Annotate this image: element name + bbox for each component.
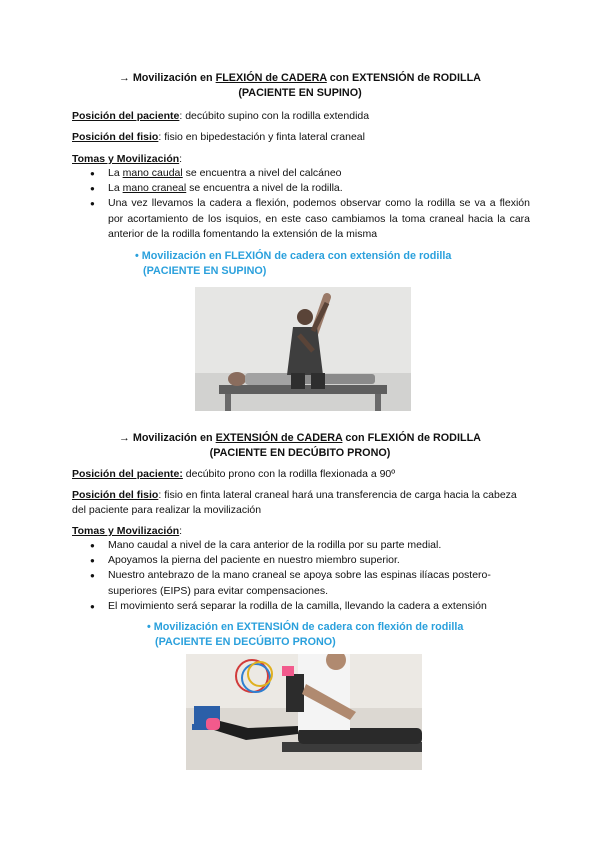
list-item: ● La mano craneal se encuentra a nivel de la rodilla. — [90, 181, 530, 196]
section2-tomas-heading: Tomas y Movilización: — [72, 525, 183, 537]
section2-image-caption: • Movilización en EXTENSIÓN de cadera con flexión de rodilla (PACIENTE EN DECÚBITO PRONO) — [147, 621, 464, 648]
section1-tomas-heading: Tomas y Movilización: — [72, 153, 183, 165]
section1-posicion-fisio: Posición del fisio: fisio en bipedestación y finta lateral craneal — [72, 131, 365, 143]
section1-title: → Movilización en FLEXIÓN de CADERA con EXTENSIÓN de RODILLA (PACIENTE EN SUPINO) — [119, 72, 481, 100]
section2-bullet-list — [90, 538, 520, 614]
list-item: ● Apoyamos la pierna del paciente en nuestro miembro superior. — [90, 553, 520, 568]
list-item: ● La mano caudal se encuentra a nivel del calcáneo — [90, 166, 530, 181]
prone-hip-extension-photo — [186, 654, 422, 770]
section1-bullet-list — [90, 166, 530, 242]
list-item: ● Nuestro antebrazo de la mano craneal se apoya sobre las espinas ilíacas postero-superiores (EIPS) para evitar compensaciones. — [90, 568, 520, 598]
section1-posicion-paciente: Posición del paciente: decúbito supino con la rodilla extendida — [72, 110, 370, 122]
list-item: ● Mano caudal a nivel de la cara anterior de la rodilla por su parte medial. — [90, 538, 520, 553]
list-item: ● Una vez llevamos la cadera a flexión, podemos observar como la rodilla se va a flexión por acortamiento de los isquios, en este caso cambiamos la toma craneal hacia la cara anterior de la rodilla fomentando la extensión de la misma — [90, 196, 530, 242]
section2-title: → Movilización en EXTENSIÓN de CADERA con FLEXIÓN de RODILLA (PACIENTE EN DECÚBITO PRONO) — [119, 432, 481, 460]
section2-posicion-paciente: Posición del paciente: decúbito prono con la rodilla flexionada a 90º — [72, 468, 396, 480]
list-item: ● El movimiento será separar la rodilla de la camilla, llevando la cadera a extensión — [90, 599, 520, 614]
supine-hip-flexion-photo — [195, 287, 411, 411]
section2-posicion-fisio: Posición del fisio: fisio en finta lateral craneal hará una transferencia de carga hacia la cabeza del paciente para realizar la movilización — [72, 489, 517, 517]
section1-image-caption: • Movilización en FLEXIÓN de cadera con extensión de rodilla (PACIENTE EN SUPINO) — [135, 250, 452, 277]
